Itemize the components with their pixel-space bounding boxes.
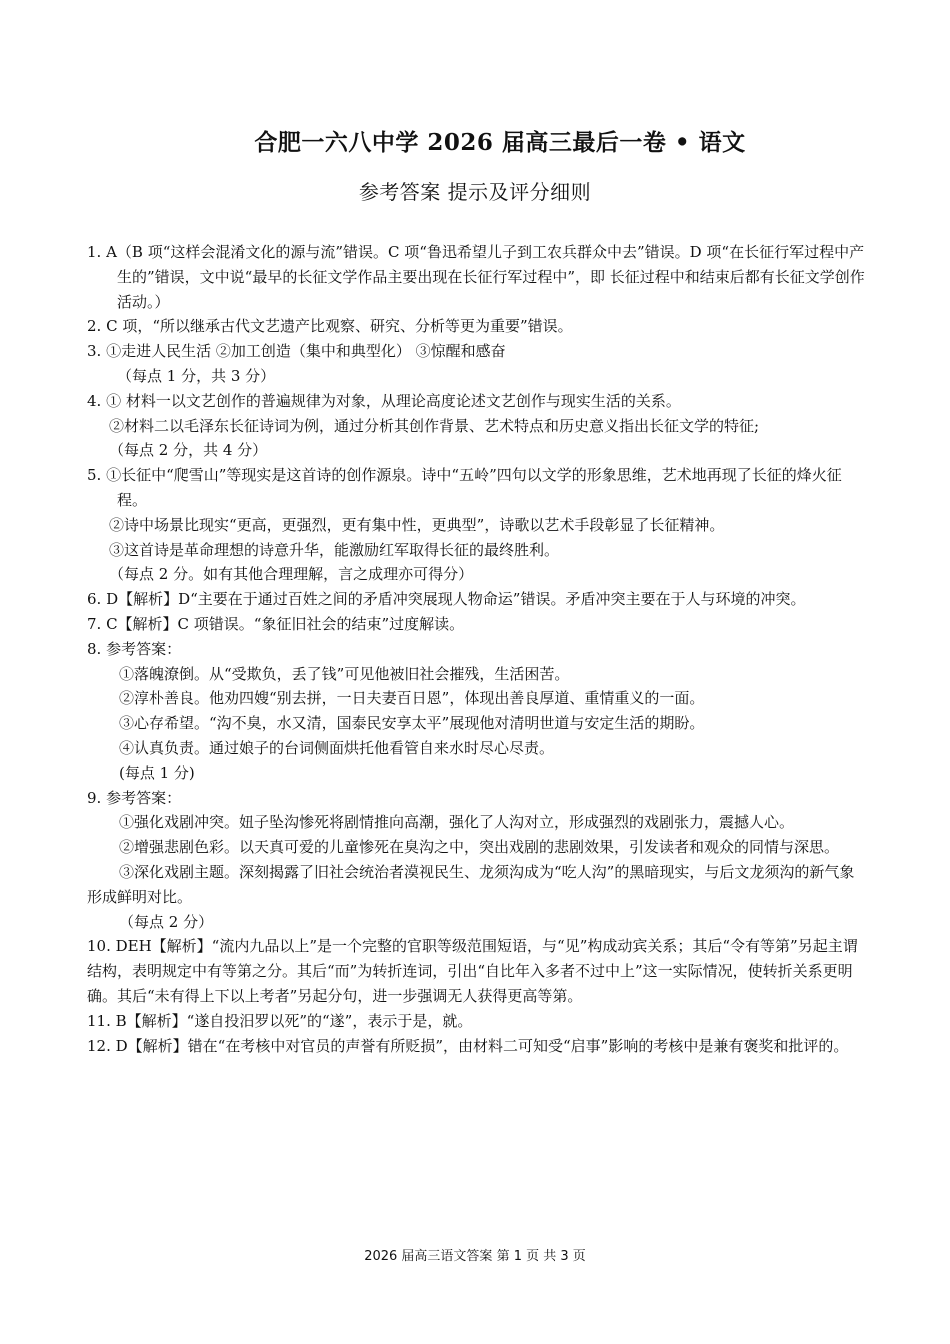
answer-4-score: （每点 2 分，共 4 分） <box>109 441 268 460</box>
answer-6: 6. D【解析】D“主要在于通过百姓之间的矛盾冲突展现人物命运”错误。矛盾冲突主要在于人与环境的冲突。 <box>87 590 806 609</box>
answer-4-point-2: ②材料二以毛泽东长征诗词为例，通过分析其创作背景、艺术特点和历史意义指出长征文学的特征; <box>109 416 760 435</box>
answer-3-score: （每点 1 分，共 3 分） <box>117 366 276 385</box>
answer-9-point-3: ③深化戏剧主题。深刻揭露了旧社会统治者漠视民生、龙须沟成为“吃人沟”的黑暗现实，与后文龙须沟的新气象形成鲜明对比。 <box>87 862 855 906</box>
answer-2: 2. C 项，“所以继承古代文艺遗产比观察、研究、分析等更为重要”错误。 <box>87 317 573 336</box>
page-title: 合肥一六八中学 2026 届高三最后一卷 • 语文 <box>254 129 746 156</box>
answer-8-point-4: ④认真负责。通过娘子的台词侧面烘托他看管自来水时尽心尽责。 <box>119 738 555 757</box>
answer-5-score: （每点 2 分。如有其他合理理解，言之成理亦可得分） <box>109 565 474 584</box>
answer-7: 7. C【解析】C 项错误。“象征旧社会的结束”过度解读。 <box>87 614 465 633</box>
answer-9-point-1: ①强化戏剧冲突。妞子坠沟惨死将剧情推向高潮，强化了人沟对立，形成强烈的戏剧张力，震撼人心。 <box>119 813 795 832</box>
answer-12: 12. D【解析】错在“在考核中对官员的声誉有所贬损”，由材料二可知受“启事”影响的考核中是兼有褒奖和批评的。 <box>87 1036 849 1055</box>
answer-8-score: (每点 1 分) <box>119 763 195 782</box>
answer-11: 11. B【解析】“遂自投汨罗以死”的“遂”，表示于是，就。 <box>87 1011 473 1030</box>
page-subtitle: 参考答案 提示及评分细则 <box>358 180 592 204</box>
answer-8-point-2: ②淳朴善良。他劝四嫂“别去拼，一日夫妻百日恩”，体现出善良厚道、重情重义的一面。 <box>119 689 705 708</box>
answer-8-heading: 8. 参考答案： <box>87 639 182 658</box>
page-footer: 2026 届高三语文答案 第 1 页 共 3 页 <box>364 1249 586 1264</box>
answer-9-point-2: ②增强悲剧色彩。以天真可爱的儿童惨死在臭沟之中，突出戏剧的悲剧效果，引发读者和观众的同情与深思。 <box>119 838 840 857</box>
answer-1: 1. A（B 项“这样会混淆文化的源与流”错误。C 项“鲁迅希望儿子到工农兵群众中去”错误。D 项“在长征行军过程中产生的”错误，文中说“最早的长征文学作品主要出现在长征行军过程中”，即 长征过程中和结束后都有长征文学创作活动。） <box>87 243 865 311</box>
answer-3: 3. ①走进人民生活 ②加工创造（集中和典型化） ③惊醒和感奋 <box>87 342 506 361</box>
answer-10: 10. DEH【解析】“流内九品以上”是一个完整的官职等级范围短语，与“见”构成动宾关系；其后“令有等第”另起主谓结构，表明规定中有等第之分。其后“而”为转折连词，引出“自比年入多者不过中上”这一实际情况，使转折关系更明确。其后“未有得上下以上考者”另起分句，进一步强调无人获得更高等第。 <box>87 937 858 1005</box>
answer-8-point-1: ①落魄潦倒。从“受欺负，丢了钱”可见他被旧社会摧残，生活困苦。 <box>119 664 570 683</box>
answer-9-heading: 9. 参考答案： <box>87 788 182 807</box>
answer-8-point-3: ③心存希望。“沟不臭，水又清，国泰民安享太平”展现他对清明世道与安定生活的期盼。 <box>119 714 705 733</box>
answer-5: 5. ①长征中“爬雪山”等现实是这首诗的创作源泉。诗中“五岭”四句以文学的形象思维，艺术地再现了长征的烽火征程。 <box>87 466 842 509</box>
answer-list <box>87 240 865 1058</box>
answer-4: 4. ① 材料一以文艺创作的普遍规律为对象，从理论高度论述文艺创作与现实生活的关系。 <box>87 391 681 410</box>
answer-5-point-2: ②诗中场景比现实“更高，更强烈，更有集中性，更典型”，诗歌以艺术手段彰显了长征精神。 <box>109 515 725 534</box>
answer-5-point-3: ③这首诗是革命理想的诗意升华，能激励红军取得长征的最终胜利。 <box>109 540 560 559</box>
answer-9-score: （每点 2 分） <box>119 912 214 931</box>
